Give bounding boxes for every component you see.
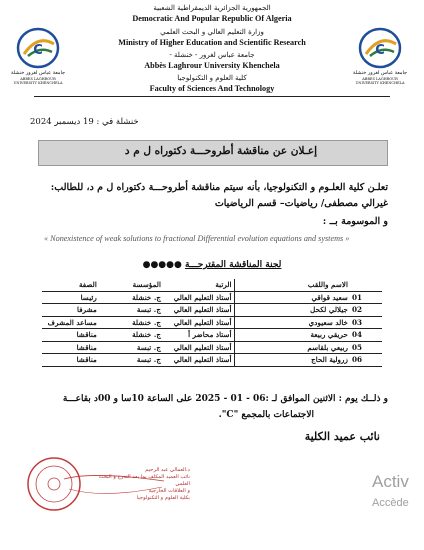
stamp-text	[90, 467, 190, 502]
defense-datetime: و ذلــك يوم : الاثنين الموافق لـ :06 - 01 - 2025 على الساعة 10سا و 00د بقاعـــة	[62, 394, 388, 404]
row-name: ربيعي بلقاسم	[234, 341, 350, 354]
stamp-line: نائب العميد المكلف بما بعد التدرج و البحث العلمي	[98, 474, 190, 487]
header-university-ar: جامعة عباس لغرور - خنشلة -	[169, 51, 255, 59]
body-line-3: و الموسومة بــ :	[322, 216, 388, 227]
table-row	[42, 354, 382, 367]
table-row	[42, 316, 382, 329]
signature-title: نائب عميد الكلية	[304, 430, 380, 443]
table-row	[42, 291, 382, 304]
table-row	[42, 341, 382, 354]
row-num: 01	[350, 291, 382, 304]
row-name: زرولية الحاج	[234, 354, 350, 367]
row-num: 05	[350, 341, 382, 354]
university-logo-left	[14, 26, 62, 76]
row-num: 04	[350, 329, 382, 342]
row-name: حريقي ربيعة	[234, 329, 350, 342]
row-rank: أستاذ التعليم العالي	[163, 291, 234, 304]
university-logo-right	[356, 26, 404, 76]
logo-caption-left-en: ABBES LAGHROUR UNIVERSITY KHENCHELA	[13, 77, 63, 85]
row-num: 02	[350, 304, 382, 317]
activation-watermark-title: Activ	[372, 472, 409, 491]
student-name-line: غيرالي مصطفى/ رياضيات– قسم الرياضيات	[214, 198, 388, 209]
row-role: مساعد المشرف	[42, 316, 99, 329]
row-institution: ج. تبسة	[99, 354, 163, 367]
stamp-line: د.العمالي عبد الرحيم	[145, 467, 190, 473]
committee-title-stars: ●●●●●	[142, 260, 182, 270]
row-role: مشرفا	[42, 304, 99, 317]
row-institution: ج. تبسة	[99, 304, 163, 317]
row-name: سعيد قواقي	[234, 291, 350, 304]
row-rank: أستاذ التعليم العالي	[163, 304, 234, 317]
header-rank: الرتبة	[163, 279, 234, 291]
row-institution: ج. خنشلة	[99, 316, 163, 329]
row-num: 06	[350, 354, 382, 367]
committee-table	[42, 279, 382, 367]
header-role: الصفة	[42, 279, 99, 291]
stamp-line: بكلية العلوم و التكنولوجيا	[136, 495, 190, 501]
row-role: رئيسا	[42, 291, 99, 304]
row-rank: أستاذ التعليم العالي	[163, 341, 234, 354]
row-name: خالد سعيودي	[234, 316, 350, 329]
committee-title-text: لجنة المناقشة المقترحـــة	[185, 260, 282, 270]
header-divider	[34, 96, 390, 97]
row-rank: أستاذ التعليم العالي	[163, 316, 234, 329]
logo-caption-left-ar: جامعة عباس لغرور خنشلة	[10, 70, 66, 76]
row-role: مناقشا	[42, 354, 99, 367]
stamp-line: و العلاقات الخارجية	[148, 488, 190, 494]
announcement-title-box	[38, 140, 388, 166]
table-row	[42, 329, 382, 342]
header-ministry-en: Ministry of Higher Education and Scientific Research	[118, 38, 306, 47]
committee-title	[0, 260, 424, 270]
row-rank: أستاذ التعليم العالي	[163, 354, 234, 367]
thesis-title: « Nonexistence of weak solutions to fractional Differential evolution equations and systems »	[44, 234, 350, 243]
row-institution: ج. تبسة	[99, 341, 163, 354]
row-name: جيلالي لكحل	[234, 304, 350, 317]
header-republic-en: Democratic And Popular Republic Of Algeria	[132, 14, 292, 23]
header-name: الاسم واللقب	[234, 279, 350, 291]
table-row	[42, 304, 382, 317]
activation-watermark-subtitle: Accède	[372, 497, 409, 509]
row-role: مناقشا	[42, 341, 99, 354]
row-num: 03	[350, 316, 382, 329]
header-faculty-en: Faculty of Sciences And Technology	[149, 84, 275, 93]
header-university-en: Abbès Laghrour University Khenchela	[144, 61, 280, 70]
defense-location: الاجتماعات بالمجمع "C".	[218, 410, 314, 420]
header-institution: المؤسسة	[99, 279, 163, 291]
row-institution: ج. خنشلة	[99, 291, 163, 304]
row-role: مناقشا	[42, 329, 99, 342]
row-rank: أستاذ محاضر أ	[163, 329, 234, 342]
announcement-title: إعـلان عن مناقشة أطروحـــة دكتوراه ل م د	[124, 145, 317, 157]
svg-text:C: C	[33, 43, 43, 58]
logo-caption-right-ar: جامعة عباس لغرور خنشلة	[352, 70, 408, 76]
header-num	[350, 279, 382, 291]
body-line-1: تعلـن كلية العلـوم و التكنولوجيا، بأنه سيتم مناقشة أطروحـــة دكتوراه ل م د، للطالب:	[50, 182, 388, 193]
header-ministry-ar: وزارة التعليم العالي و البحث العلمي	[160, 28, 264, 36]
committee-header-row	[42, 279, 382, 291]
logo-caption-right-en: ABBES LAGHROUR UNIVERSITY KHENCHELA	[355, 77, 405, 85]
header-republic-ar: الجمهورية الجزائرية الديمقراطية الشعبية	[153, 4, 271, 12]
row-institution: ج. خنشلة	[99, 329, 163, 342]
date-line: خنشلة في : 19 ديسمبر 2024	[30, 117, 139, 127]
header-faculty-ar: كلية العلوم و التكنولوجيا	[177, 74, 247, 82]
svg-text:C: C	[375, 43, 385, 58]
